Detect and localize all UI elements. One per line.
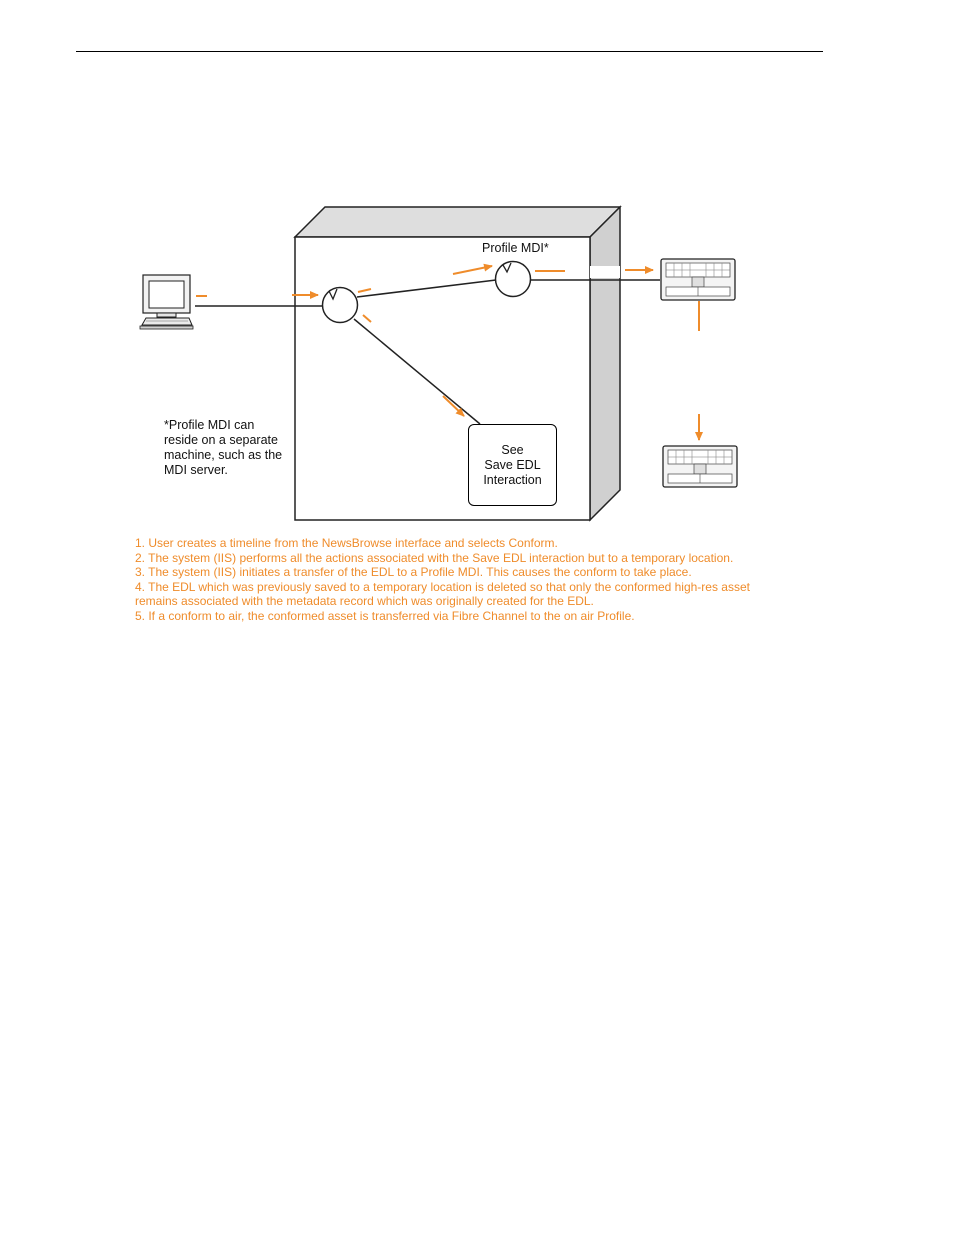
step-item: 3. The system (IIS) initiates a transfer of the EDL to a Profile MDI. This causes the conform to take place. bbox=[135, 565, 692, 580]
profile-mdi-node-icon bbox=[496, 262, 531, 297]
iis-system-box bbox=[295, 207, 620, 520]
profile-mdi-label: Profile MDI* bbox=[482, 241, 549, 255]
step-item: 1. User creates a timeline from the NewsBrowse interface and selects Conform. bbox=[135, 536, 558, 550]
fibre-link-gap bbox=[590, 266, 620, 278]
edl-box-line: See bbox=[501, 442, 524, 457]
workstation-icon bbox=[140, 275, 193, 329]
step-item: 4. The EDL which was previously saved to a temporary location is deleted so that only the conformed high-res asset bbox=[135, 579, 750, 594]
footnote-line: machine, such as the bbox=[164, 448, 283, 462]
footnote-line: reside on a separate bbox=[164, 433, 278, 447]
step-item: 2. The system (IIS) performs all the actions associated with the Save EDL interaction but to a temporary location. bbox=[135, 550, 734, 565]
step-list bbox=[135, 536, 795, 624]
save-edl-interaction-box bbox=[468, 424, 557, 506]
footnote-line: MDI server. bbox=[164, 463, 228, 477]
footnote-line: *Profile MDI can bbox=[164, 418, 255, 432]
edl-box-line: Interaction bbox=[483, 472, 542, 487]
edl-box-line: Save EDL bbox=[484, 457, 541, 472]
step-item: 5. If a conform to air, the conformed asset is transferred via Fibre Channel to the on air Profile. bbox=[135, 608, 635, 623]
step-item: remains associated with the metadata record which was originally created for the EDL. bbox=[135, 594, 594, 609]
iis-node-icon bbox=[323, 288, 358, 323]
on-air-profile-server-icon bbox=[663, 446, 737, 487]
profile-mdi-footnote bbox=[164, 418, 299, 478]
storage-server-icon bbox=[661, 259, 735, 300]
